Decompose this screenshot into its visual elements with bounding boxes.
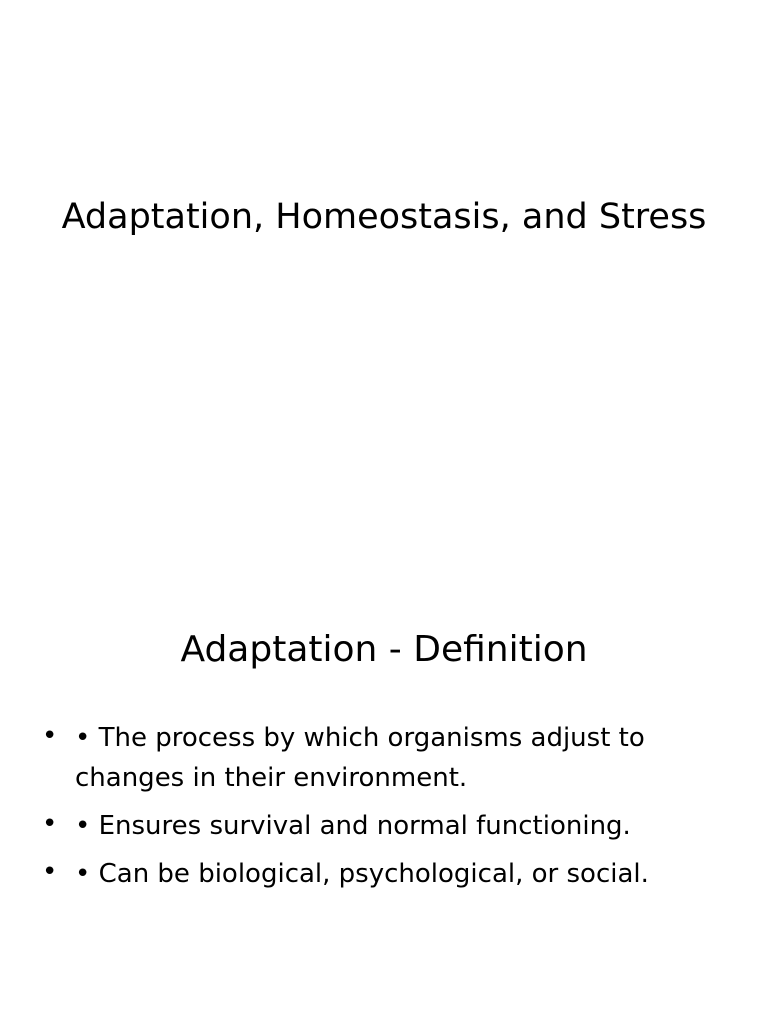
- bullet-icon: •: [42, 809, 58, 839]
- list-item: [40, 718, 700, 798]
- slide-title: Adaptation, Homeostasis, and Stress: [61, 197, 707, 237]
- content-slide: [0, 512, 768, 1024]
- bullet-icon: •: [42, 721, 58, 751]
- bullet-text: • Can be biological, psychological, or social.: [75, 859, 649, 889]
- bullet-icon: •: [42, 857, 58, 887]
- list-item: [40, 854, 700, 894]
- bullet-list: [40, 718, 700, 902]
- bullet-text: • The process by which organisms adjust to changes in their environment.: [75, 723, 645, 793]
- slide-heading: Adaptation - Definition: [180, 629, 588, 670]
- bullet-text: • Ensures survival and normal functioning.: [75, 811, 631, 841]
- list-item: [40, 806, 700, 846]
